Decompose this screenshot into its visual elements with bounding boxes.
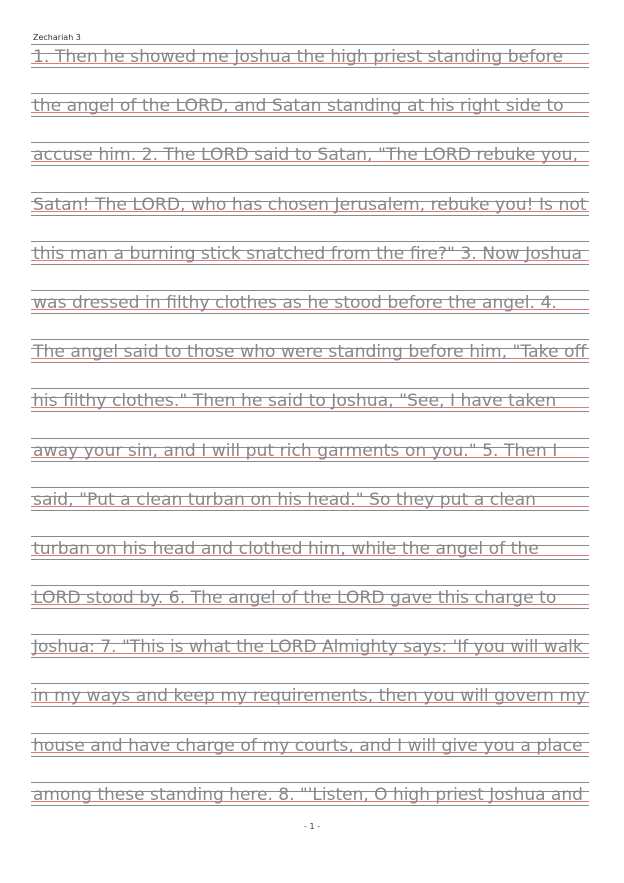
practice-row [31,40,589,89]
trace-text-line: 1. Then he showed me Joshua the high priest standing before [33,47,564,67]
practice-row [31,581,589,630]
trace-text-line: LORD stood by. 6. The angel of the LORD gave this charge to [33,588,557,609]
page-header: Zechariah 3 [33,33,81,42]
practice-row [31,483,589,532]
trace-text-line: accuse him. 2. The LORD said to Satan, "The LORD rebuke you, [33,145,578,166]
practice-row [31,89,589,138]
practice-row [31,630,589,679]
trace-text-line: this man a burning stick snatched from the fire?" 3. Now Joshua [33,243,583,264]
practice-row [31,532,589,581]
trace-text-line: his filthy clothes." Then he said to Joshua, "See, I have taken [33,391,557,412]
trace-text-line: in my ways and keep my requirements, then you will govern my [33,686,587,707]
trace-text-line: was dressed in filthy clothes as he stood before the angel. 4. [33,292,557,313]
trace-text-line: Joshua: 7. "This is what the LORD Almighty says: 'If you will walk [33,637,583,658]
trace-text-line: turban on his head and clothed him, while the angel of the [33,538,539,559]
practice-row [31,188,589,237]
practice-row [31,679,589,728]
practice-row [31,384,589,433]
trace-text-line: among these standing here. 8. "'Listen, O high priest Joshua and [33,784,583,805]
trace-text-line: house and have charge of my courts, and I will give you a place [33,735,583,756]
trace-text-line: away your sin, and I will put rich garments on you." 5. Then I [33,440,558,461]
practice-row [31,286,589,335]
practice-row [31,434,589,483]
practice-row [31,237,589,286]
trace-text-line: the angel of the LORD, and Satan standing at his right side to [33,96,564,117]
practice-row [31,729,589,778]
trace-text-line: Satan! The LORD, who has chosen Jerusalem, rebuke you! Is not [33,194,587,215]
practice-row [31,138,589,187]
trace-text-line: said, "Put a clean turban on his head." So they put a clean [33,489,537,510]
handwriting-practice-lines [31,40,589,827]
trace-text-line: The angel said to those who were standing before him, "Take off [33,342,587,363]
practice-row [31,778,589,827]
page-number: - 1 - [304,822,320,831]
practice-row [31,335,589,384]
